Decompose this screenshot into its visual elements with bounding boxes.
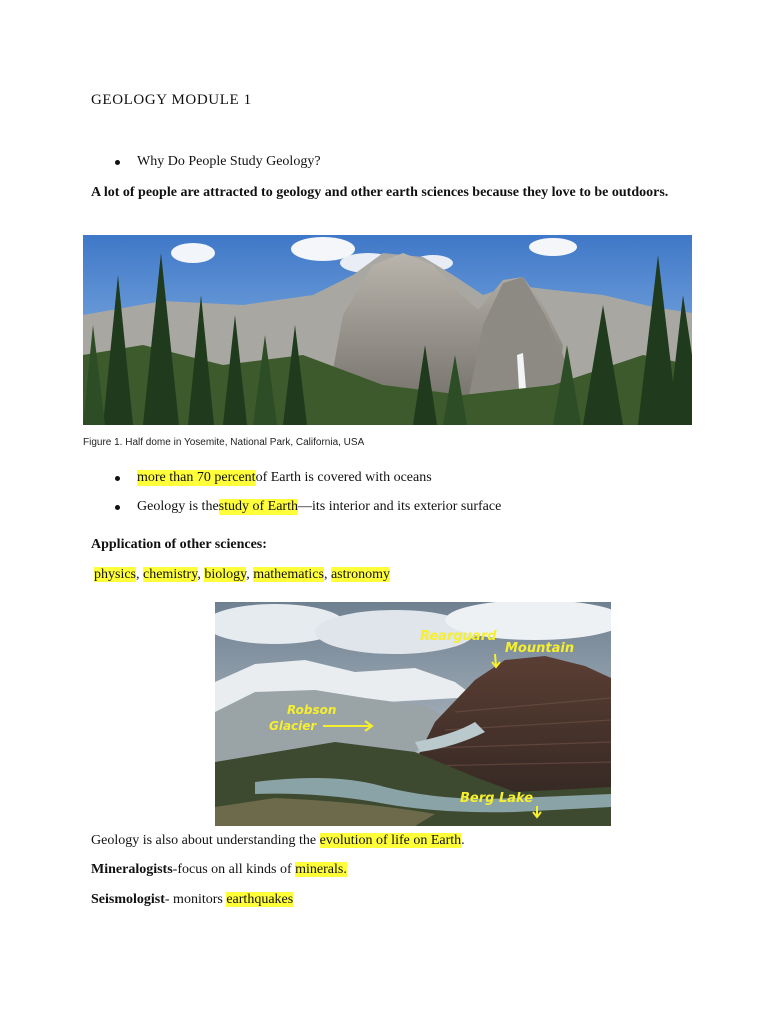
seismologist-line (91, 892, 293, 908)
bullet-icon (115, 160, 120, 165)
intro-paragraph: A lot of people are attracted to geology and other earth sciences because they love to be outdoors. (91, 185, 669, 200)
list-item (115, 499, 501, 515)
line-text: -focus on all kinds of (172, 862, 296, 877)
figure-label: Rearguard (420, 629, 497, 644)
term: Mineralogists (91, 862, 173, 877)
highlighted-text: more than 70 percent (137, 470, 256, 485)
highlighted-text: minerals. (295, 862, 347, 877)
line-text: Geology is also about understanding the (91, 833, 320, 848)
bullet-icon (115, 505, 120, 510)
science-item: mathematics (253, 567, 324, 582)
bullet-text: of Earth is covered with oceans (255, 470, 432, 485)
question-text: Why Do People Study Geology? (137, 154, 321, 169)
highlighted-text: earthquakes (226, 892, 294, 907)
mountain-lake-photo (215, 602, 611, 826)
figure-label: Glacier (269, 719, 317, 733)
separator: , (323, 567, 331, 582)
bullet-text: Geology is the (137, 499, 219, 514)
list-item (115, 470, 432, 486)
mineralogists-line (91, 862, 347, 878)
bullet-text: —its interior and its exterior surface (297, 499, 502, 514)
separator: , (246, 567, 254, 582)
term: Seismologist (91, 892, 165, 907)
separator: , (136, 567, 143, 582)
figure-caption: Figure 1. Half dome in Yosemite, National Park, California, USA (83, 437, 365, 448)
figure-label: Robson (287, 703, 337, 717)
page-title: GEOLOGY MODULE 1 (91, 92, 252, 108)
science-item: biology (204, 567, 247, 582)
bullet-icon (115, 476, 120, 481)
figure-label: Berg Lake (460, 791, 534, 806)
evolution-line (91, 833, 465, 849)
science-item: chemistry (143, 567, 198, 582)
line-text: - monitors (164, 892, 227, 907)
list-item (115, 154, 321, 170)
figure-label: Mountain (505, 641, 575, 656)
sciences-list (94, 567, 390, 583)
half-dome-illustration (83, 235, 692, 425)
highlighted-text: study of Earth (218, 499, 298, 514)
line-text: . (461, 833, 465, 848)
science-item: physics (94, 567, 136, 582)
highlighted-text: evolution of life on Earth (319, 833, 462, 848)
separator: , (197, 567, 205, 582)
science-item: astronomy (330, 567, 391, 582)
section-heading: Application of other sciences: (91, 537, 267, 552)
half-dome-photo (83, 235, 692, 425)
mountain-illustration (215, 602, 611, 826)
